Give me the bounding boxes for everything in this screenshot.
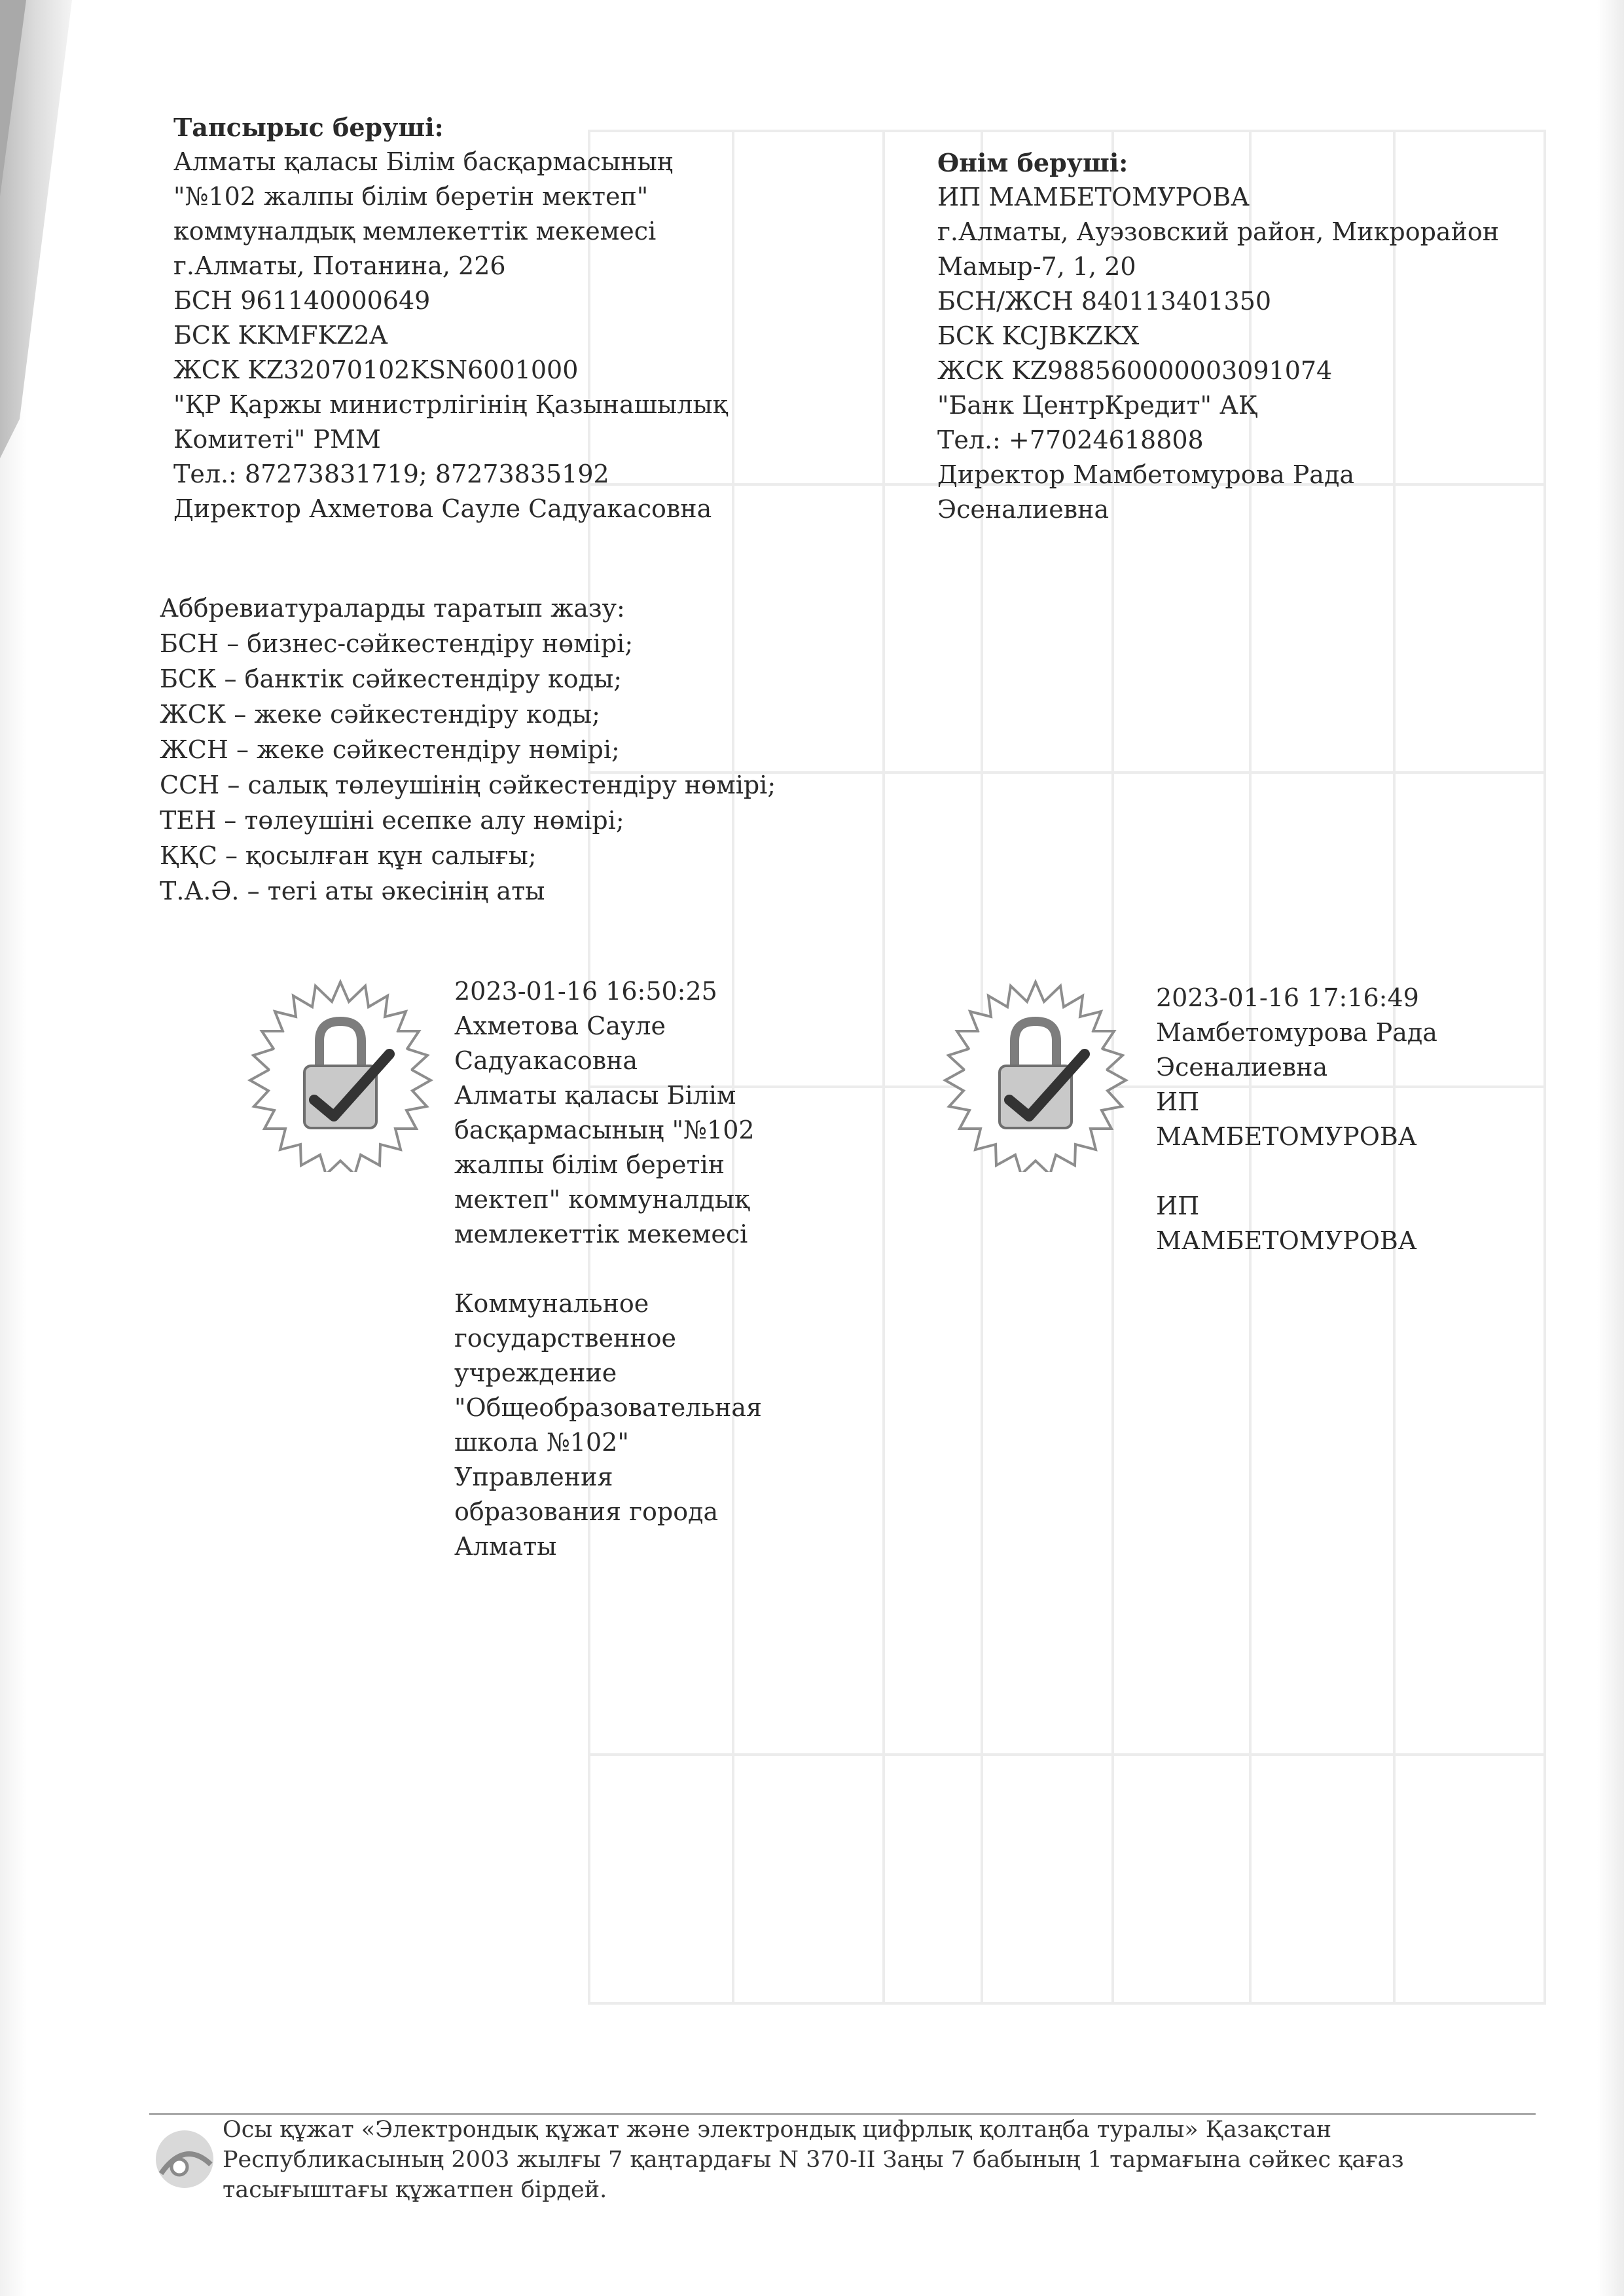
signature-line: мектеп" коммуналдық bbox=[454, 1185, 750, 1214]
abbreviation-item: ТЕН – төлеушіні есепке алу нөмірі; bbox=[160, 806, 624, 835]
signature-line: государственное bbox=[454, 1324, 677, 1353]
signature-line: образования города bbox=[454, 1497, 719, 1526]
document-logo-icon bbox=[152, 2126, 217, 2192]
signature-line: Мамбетомурова Рада bbox=[1156, 1018, 1437, 1047]
customer-line: Алматы қаласы Білім басқармасының bbox=[173, 147, 674, 176]
signature-line: ИП bbox=[1156, 1087, 1200, 1116]
signature-line: жалпы білім беретін bbox=[454, 1150, 725, 1179]
signature-line: Эсеналиевна bbox=[1156, 1053, 1328, 1082]
signature-line: ИП bbox=[1156, 1192, 1200, 1220]
signature-line: мемлекеттік мекемесі bbox=[454, 1220, 748, 1248]
supplier-line: Эсеналиевна bbox=[937, 495, 1110, 524]
signature-line: учреждение bbox=[454, 1358, 617, 1387]
customer-line: "№102 жалпы білім беретін мектеп" bbox=[173, 182, 649, 211]
customer-line: коммуналдық мемлекеттік мекемесі bbox=[173, 217, 657, 246]
customer-line: БСН 961140000649 bbox=[173, 286, 431, 315]
signature-line: МАМБЕТОМУРОВА bbox=[1156, 1226, 1417, 1255]
signature-line: Алматы қаласы Білім bbox=[454, 1081, 736, 1110]
footer-legal-note: Осы құжат «Электрондық құжат және электрондық цифрлық қолтаңба туралы» Қазақстан Республикасының 2003 жылғы 7 қаңтардағы N 370-II Заңы 7 бабының 1 тармағына сәйкес қағаз тасығыштағы құжатпен бірдей. bbox=[223, 2117, 1404, 2203]
abbreviation-item: Т.А.Ә. – тегі аты әкесінің аты bbox=[160, 877, 545, 905]
signature-line: МАМБЕТОМУРОВА bbox=[1156, 1122, 1417, 1151]
abbreviation-item: ССН – салық төлеушінің сәйкестендіру нөмірі; bbox=[160, 771, 776, 799]
customer-details bbox=[173, 110, 728, 526]
customer-line: "ҚР Қаржы министрлігінің Қазынашылық bbox=[173, 390, 728, 419]
abbreviation-item: ҚҚС – қосылған құн салығы; bbox=[160, 841, 537, 870]
customer-line: Директор Ахметова Сауле Садуакасовна bbox=[173, 494, 712, 523]
signature-line: "Общеобразовательная bbox=[454, 1393, 763, 1422]
customer-line: Тел.: 87273831719; 87273835192 bbox=[173, 460, 609, 488]
supplier-line: ИП МАМБЕТОМУРОВА bbox=[937, 183, 1250, 211]
supplier-line: Директор Мамбетомурова Рада bbox=[937, 460, 1355, 489]
spacer bbox=[454, 1252, 762, 1286]
signature-line: Садуакасовна bbox=[454, 1046, 638, 1075]
signature-timestamp: 2023-01-16 17:16:49 bbox=[1156, 983, 1419, 1012]
abbreviations-list bbox=[160, 591, 776, 909]
signature-line: басқармасының "№102 bbox=[454, 1116, 755, 1144]
customer-line: Комитеті" РММ bbox=[173, 425, 381, 454]
abbreviations-title: Аббревиатураларды таратып жазу: bbox=[160, 594, 625, 623]
signature-timestamp: 2023-01-16 16:50:25 bbox=[454, 977, 717, 1006]
signature-line: Ахметова Сауле bbox=[454, 1011, 666, 1040]
supplier-line: Тел.: +77024618808 bbox=[937, 426, 1204, 454]
abbreviation-item: БСН – бизнес-сәйкестендіру нөмірі; bbox=[160, 629, 634, 658]
supplier-details bbox=[937, 145, 1499, 527]
abbreviation-item: ЖСК – жеке сәйкестендіру коды; bbox=[160, 700, 600, 729]
signature-line: школа №102" bbox=[454, 1428, 629, 1457]
spacer bbox=[1156, 1154, 1437, 1189]
customer-line: БСК KKMFKZ2A bbox=[173, 321, 388, 350]
padlock-check-seal-icon bbox=[242, 975, 439, 1172]
supplier-line: "Банк ЦентрКредит" АҚ bbox=[937, 391, 1258, 420]
supplier-signature-info bbox=[1156, 981, 1437, 1258]
signature-line: Коммунальное bbox=[454, 1289, 649, 1318]
supplier-line: г.Алматы, Ауэзовский район, Микрорайон bbox=[937, 217, 1500, 246]
supplier-line: Мамыр-7, 1, 20 bbox=[937, 252, 1136, 281]
signature-line: Алматы bbox=[454, 1532, 557, 1561]
customer-heading: Тапсырыс беруші: bbox=[173, 113, 444, 142]
signature-line: Управления bbox=[454, 1463, 613, 1491]
supplier-line: БСК KCJBKZKX bbox=[937, 321, 1140, 350]
supplier-line: БСН/ЖСН 840113401350 bbox=[937, 287, 1272, 316]
abbreviation-item: ЖСН – жеке сәйкестендіру нөмірі; bbox=[160, 735, 620, 764]
supplier-heading: Өнім беруші: bbox=[937, 148, 1128, 177]
abbreviation-item: БСК – банктік сәйкестендіру коды; bbox=[160, 665, 623, 693]
supplier-line: ЖСК KZ988560000003091074 bbox=[937, 356, 1333, 385]
customer-signature-info bbox=[454, 974, 762, 1564]
customer-line: ЖСК KZ32070102KSN6001000 bbox=[173, 355, 579, 384]
padlock-check-seal-icon bbox=[937, 975, 1134, 1172]
customer-line: г.Алматы, Потанина, 226 bbox=[173, 251, 506, 280]
